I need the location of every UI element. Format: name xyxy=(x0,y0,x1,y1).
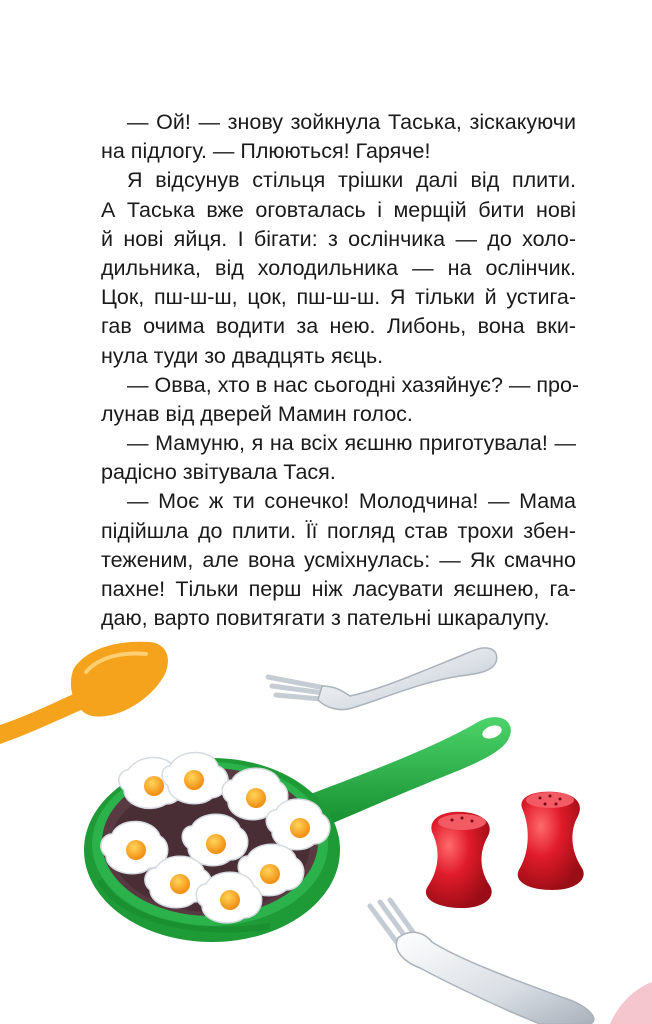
text-line: гав очима водити за нею. Либонь, вона вки- xyxy=(101,314,576,339)
story-text xyxy=(101,108,580,633)
text-line: — Моє ж ти сонечко! Молодчина! — Мама xyxy=(127,489,576,514)
text-line: й нові яйця. І бігати: з ослінчика — до холо- xyxy=(101,226,576,251)
text-line: Цок, пш-ш-ш, цок, пш-ш-ш. Я тільки й устига- xyxy=(101,285,576,310)
text-line: на підлогу. — Плюються! Гаряче! xyxy=(101,139,431,164)
text-line: даю, варто повитягати з пательні шкаралупу. xyxy=(101,606,550,631)
text-line: А Таська вже оговталась і мерщій бити нові xyxy=(101,197,576,222)
text-line: підійшла до плити. Її погляд став трохи збен- xyxy=(101,518,576,543)
text-line: — Мамуню, я на всіх яєшню приготувала! — xyxy=(127,431,576,456)
fork-icon xyxy=(370,900,594,1024)
kitchen-illustration xyxy=(0,620,652,1024)
text-line: дильника, від холодильника — на ослінчик. xyxy=(101,255,576,280)
text-line: — Ой! — знову зойкнула Таська, зіскакуючи xyxy=(127,110,576,134)
text-line: пахне! Тільки перш ніж ласувати яєшнею, га- xyxy=(101,577,576,601)
fork-icon xyxy=(268,648,497,710)
plate-edge xyxy=(610,982,652,1024)
spatula-icon xyxy=(0,642,168,744)
text-line: радісно звітувала Тася. xyxy=(101,460,336,485)
pepper-shaker-icon xyxy=(518,792,584,890)
salt-shaker-icon xyxy=(426,812,492,908)
text-line: теженим, але вона усміхнулась: — Як смачно xyxy=(101,547,576,572)
text-line: лунав від дверей Мамин голос. xyxy=(101,401,413,426)
text-line: — Овва, хто в нас сьогодні хазяйнує? — про- xyxy=(127,372,580,397)
text-line: Я відсунув стільця трішки далі від плити. xyxy=(127,168,576,193)
text-line: нула туди зо двадцять яєць. xyxy=(101,343,384,368)
